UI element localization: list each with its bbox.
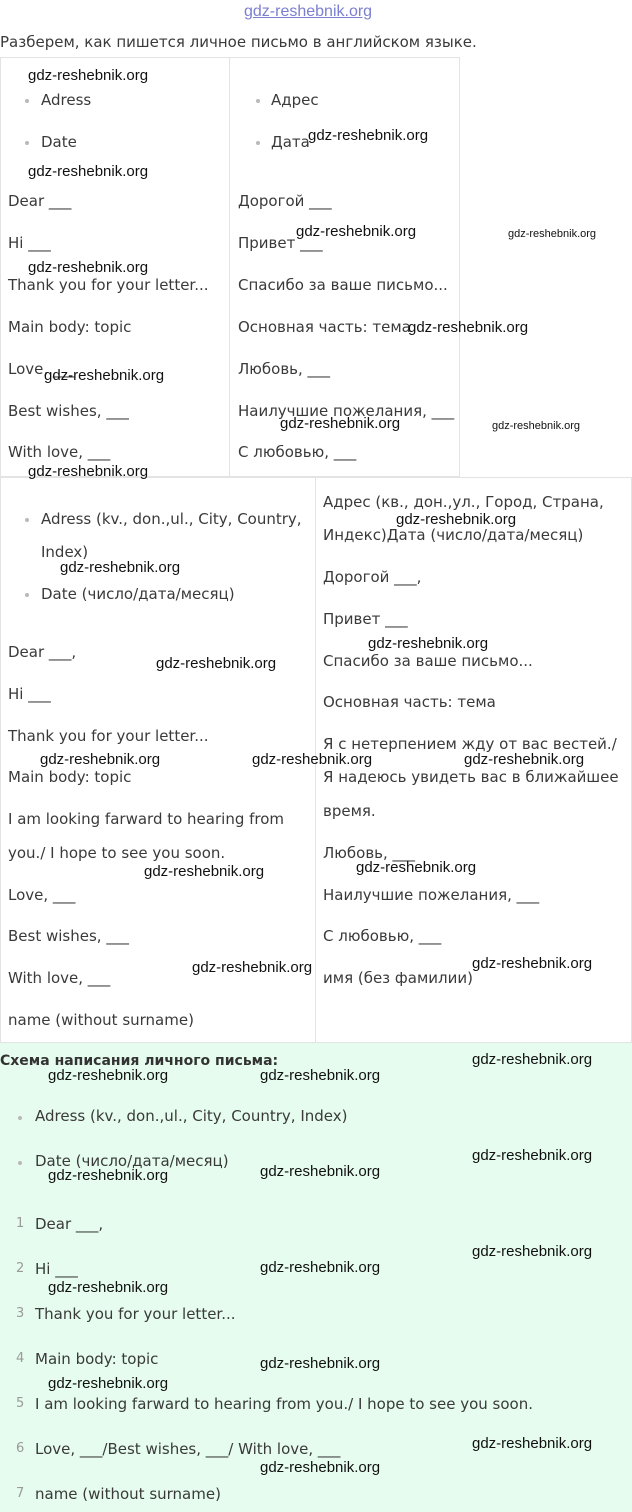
list-number: 1 (16, 1216, 25, 1231)
t1-left-line: Best wishes, ___ (8, 402, 129, 420)
t1-left-line: Love, ___ (8, 360, 76, 378)
t2-left-line: Love, ___ (8, 886, 76, 904)
intro-text: Разберем, как пишется личное письмо в английском языке. (0, 33, 477, 51)
bullet-dot (25, 141, 29, 145)
list-number: 3 (16, 1306, 25, 1321)
watermark: gdz-reshebnik.org (308, 127, 429, 144)
t2-right-line: Наилучшие пожелания, ___ (323, 886, 540, 904)
watermark: gdz-reshebnik.org (28, 259, 149, 276)
t1-left-bullet-adress: Adress (41, 91, 92, 109)
bullet-dot (18, 1116, 22, 1120)
scheme-item: Love, ___/Best wishes, ___/ With love, ___ (35, 1440, 341, 1458)
watermark: gdz-reshebnik.org (144, 863, 265, 880)
t1-right-line: Любовь, ___ (238, 360, 331, 378)
t2-left-bullet-adress: Adress (kv., don.,ul., City, Country, (41, 510, 302, 528)
watermark: gdz-reshebnik.org (356, 859, 477, 876)
t2-left-line: Main body: topic (8, 768, 132, 786)
t2-left-line: name (without surname) (8, 1011, 194, 1029)
watermark: gdz-reshebnik.org (492, 420, 581, 432)
scheme-bullet-adress: Adress (kv., don.,ul., City, Country, Index) (35, 1107, 348, 1125)
scheme-item: Hi ___ (35, 1260, 78, 1278)
table-1-divider (229, 57, 230, 477)
watermark: gdz-reshebnik.org (472, 1435, 593, 1452)
watermark: gdz-reshebnik.org (260, 1163, 381, 1180)
watermark: gdz-reshebnik.org (472, 1243, 593, 1260)
t2-right-line: время. (323, 802, 376, 820)
t1-left-line: Hi ___ (8, 234, 51, 252)
list-number: 6 (16, 1441, 25, 1456)
watermark: gdz-reshebnik.org (252, 751, 373, 768)
watermark: gdz-reshebnik.org (472, 955, 593, 972)
t2-right-line: Основная часть: тема (323, 693, 496, 711)
scheme-item: Dear ___, (35, 1215, 104, 1233)
scheme-item: name (without surname) (35, 1485, 221, 1503)
t1-left-line: With love, ___ (8, 443, 111, 461)
scheme-item: Main body: topic (35, 1350, 159, 1368)
t1-right-line: Спасибо за ваше письмо... (238, 276, 448, 294)
t2-right-line: имя (без фамилии) (323, 969, 473, 987)
t2-right-line: Привет ___ (323, 610, 408, 628)
t1-right-line: С любовью, ___ (238, 443, 357, 461)
bullet-dot (25, 518, 29, 522)
watermark: gdz-reshebnik.org (48, 1375, 169, 1392)
t2-left-line: I am looking farward to hearing from (8, 810, 285, 828)
scheme-title: Схема написания личного письма: (0, 1053, 279, 1069)
watermark: gdz-reshebnik.org (472, 1147, 593, 1164)
t2-left-bullet-adress-cont: Index) (41, 543, 89, 561)
watermark: gdz-reshebnik.org (40, 751, 161, 768)
site-link[interactable]: gdz-reshebnik.org (244, 3, 373, 20)
t2-right-line: Индекс)Дата (число/дата/месяц) (323, 526, 584, 544)
t1-right-line: Дорогой ___ (238, 192, 332, 210)
watermark: gdz-reshebnik.org (260, 1355, 381, 1372)
watermark: gdz-reshebnik.org (48, 1279, 169, 1296)
scheme-item: I am looking farward to hearing from you./ I hope to see you soon. (35, 1395, 533, 1413)
watermark: gdz-reshebnik.org (28, 463, 149, 480)
bullet-dot (18, 1161, 22, 1165)
list-number: 7 (16, 1486, 25, 1501)
t2-left-line: Hi ___ (8, 685, 51, 703)
t1-left-line: Dear ___ (8, 192, 72, 210)
t1-right-line: Наилучшие пожелания, ___ (238, 402, 455, 420)
watermark: gdz-reshebnik.org (472, 1051, 593, 1068)
watermark: gdz-reshebnik.org (28, 67, 149, 84)
t1-right-bullet-data: Дата (271, 133, 310, 151)
scheme-bullet-date: Date (число/дата/месяц) (35, 1152, 229, 1170)
t2-right-line: Адрес (кв., дон.,ул., Город, Страна, (323, 493, 604, 511)
t2-left-line: With love, ___ (8, 969, 111, 987)
watermark: gdz-reshebnik.org (192, 959, 313, 976)
watermark: gdz-reshebnik.org (508, 228, 597, 240)
bullet-dot (256, 99, 260, 103)
list-number: 5 (16, 1396, 25, 1411)
t2-left-line: Thank you for your letter... (8, 727, 209, 745)
watermark: gdz-reshebnik.org (48, 1167, 169, 1184)
bullet-dot (256, 141, 260, 145)
watermark: gdz-reshebnik.org (260, 1259, 381, 1276)
t1-left-line: Main body: topic (8, 318, 132, 336)
t2-left-line: you./ I hope to see you soon. (8, 844, 226, 862)
list-number: 4 (16, 1351, 25, 1366)
watermark: gdz-reshebnik.org (260, 1459, 381, 1476)
watermark: gdz-reshebnik.org (260, 1067, 381, 1084)
watermark: gdz-reshebnik.org (408, 319, 529, 336)
t2-right-line: Дорогой ___, (323, 568, 422, 586)
t1-left-bullet-date: Date (41, 133, 77, 151)
watermark: gdz-reshebnik.org (368, 635, 489, 652)
t2-left-line: Best wishes, ___ (8, 927, 129, 945)
watermark: gdz-reshebnik.org (296, 223, 417, 240)
watermark: gdz-reshebnik.org (464, 751, 585, 768)
bullet-dot (25, 99, 29, 103)
t2-left-bullet-date: Date (число/дата/месяц) (41, 585, 235, 603)
list-number: 2 (16, 1261, 25, 1276)
watermark: gdz-reshebnik.org (28, 163, 149, 180)
t1-right-line: Основная часть: тема (238, 318, 411, 336)
t2-right-line: Любовь, ___ (323, 844, 416, 862)
t2-right-line: Я с нетерпением жду от вас вестей./ (323, 735, 617, 753)
t2-right-line: Спасибо за ваше письмо... (323, 652, 533, 670)
watermark: gdz-reshebnik.org (48, 1067, 169, 1084)
t1-left-line: Thank you for your letter... (8, 276, 209, 294)
scheme-item: Thank you for your letter... (35, 1305, 236, 1323)
t1-right-bullet-adres: Адрес (271, 91, 319, 109)
t2-left-line: Dear ___, (8, 643, 77, 661)
t2-right-line: С любовью, ___ (323, 927, 442, 945)
watermark: gdz-reshebnik.org (396, 511, 517, 528)
watermark: gdz-reshebnik.org (60, 559, 181, 576)
watermark: gdz-reshebnik.org (280, 415, 401, 432)
watermark: gdz-reshebnik.org (44, 367, 165, 384)
bullet-dot (25, 593, 29, 597)
watermark: gdz-reshebnik.org (156, 655, 277, 672)
t1-right-line: Привет ___ (238, 234, 323, 252)
t2-right-line: Я надеюсь увидеть вас в ближайшее (323, 768, 619, 786)
